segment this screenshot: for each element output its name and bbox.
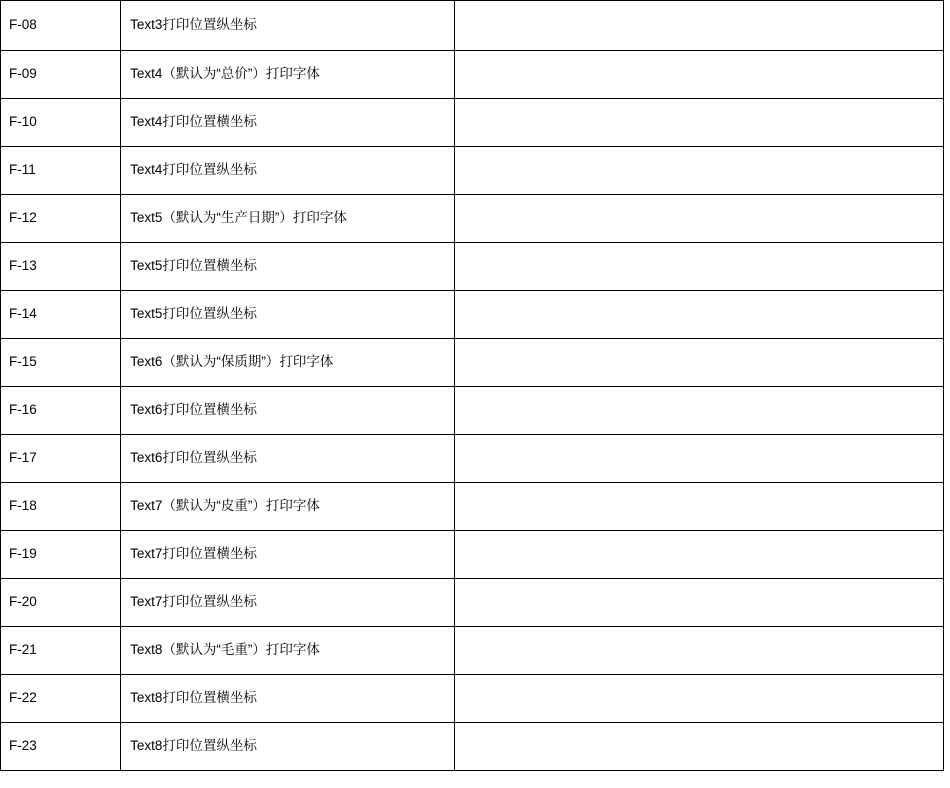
table-row bbox=[1, 195, 944, 243]
table-cell-value bbox=[455, 147, 944, 195]
row-value bbox=[455, 742, 943, 752]
row-value bbox=[455, 598, 943, 608]
table-cell-description bbox=[121, 483, 455, 531]
row-description: Text7打印位置纵坐标 bbox=[130, 594, 257, 610]
row-description: Text5打印位置横坐标 bbox=[130, 258, 257, 274]
table-row bbox=[1, 675, 944, 723]
row-description: Text8（默认为“毛重”）打印字体 bbox=[130, 642, 320, 658]
table-cell-code bbox=[1, 435, 121, 483]
table-cell-description bbox=[121, 51, 455, 99]
table-row bbox=[1, 99, 944, 147]
table-row bbox=[1, 147, 944, 195]
row-description: Text5打印位置纵坐标 bbox=[130, 306, 257, 322]
row-description: Text6打印位置纵坐标 bbox=[130, 450, 257, 466]
table-row bbox=[1, 579, 944, 627]
table-cell-value bbox=[455, 1, 944, 51]
row-value bbox=[455, 262, 943, 272]
table-row bbox=[1, 483, 944, 531]
row-code: F-23 bbox=[9, 738, 37, 754]
row-code: F-13 bbox=[9, 258, 37, 274]
row-code: F-08 bbox=[9, 17, 37, 33]
table-body bbox=[1, 1, 944, 771]
table-cell-code bbox=[1, 675, 121, 723]
table-cell-code bbox=[1, 195, 121, 243]
table-cell-value bbox=[455, 51, 944, 99]
table-cell-code bbox=[1, 531, 121, 579]
table-cell-code bbox=[1, 291, 121, 339]
row-code: F-11 bbox=[9, 162, 36, 178]
table-cell-description bbox=[121, 243, 455, 291]
row-code: F-14 bbox=[9, 306, 37, 322]
row-value bbox=[455, 166, 943, 176]
table-cell-code bbox=[1, 387, 121, 435]
row-code: F-17 bbox=[9, 450, 37, 466]
row-description: Text4打印位置纵坐标 bbox=[130, 162, 257, 178]
table-cell-value bbox=[455, 291, 944, 339]
table-cell-code bbox=[1, 483, 121, 531]
row-description: Text3打印位置纵坐标 bbox=[130, 17, 257, 33]
table-cell-value bbox=[455, 387, 944, 435]
table-cell-description bbox=[121, 435, 455, 483]
table-cell-code bbox=[1, 627, 121, 675]
table-cell-description bbox=[121, 195, 455, 243]
table-cell-description bbox=[121, 675, 455, 723]
table-cell-description bbox=[121, 291, 455, 339]
row-value bbox=[455, 454, 943, 464]
table-row bbox=[1, 387, 944, 435]
table-cell-value bbox=[455, 483, 944, 531]
table-cell-value bbox=[455, 435, 944, 483]
table-cell-description bbox=[121, 723, 455, 771]
table-cell-description bbox=[121, 387, 455, 435]
row-description: Text8打印位置横坐标 bbox=[130, 690, 257, 706]
row-code: F-20 bbox=[9, 594, 37, 610]
row-value bbox=[455, 21, 943, 31]
row-code: F-21 bbox=[9, 642, 37, 658]
table-cell-description bbox=[121, 99, 455, 147]
row-code: F-12 bbox=[9, 210, 37, 226]
table-row bbox=[1, 723, 944, 771]
row-description: Text6（默认为“保质期”）打印字体 bbox=[130, 354, 334, 370]
table-cell-code bbox=[1, 339, 121, 387]
table-cell-code bbox=[1, 99, 121, 147]
table-cell-code bbox=[1, 579, 121, 627]
table-row bbox=[1, 627, 944, 675]
row-value bbox=[455, 310, 943, 320]
row-value bbox=[455, 118, 943, 128]
table-cell-code bbox=[1, 51, 121, 99]
table-cell-description bbox=[121, 579, 455, 627]
table-cell-description bbox=[121, 147, 455, 195]
table-cell-description bbox=[121, 531, 455, 579]
row-code: F-10 bbox=[9, 114, 37, 130]
table-row bbox=[1, 531, 944, 579]
row-description: Text4打印位置横坐标 bbox=[130, 114, 257, 130]
table-cell-value bbox=[455, 627, 944, 675]
table-cell-code bbox=[1, 723, 121, 771]
table-cell-value bbox=[455, 99, 944, 147]
row-value bbox=[455, 358, 943, 368]
table-cell-code bbox=[1, 1, 121, 51]
row-value bbox=[455, 70, 943, 80]
row-description: Text8打印位置纵坐标 bbox=[130, 738, 257, 754]
table-cell-value bbox=[455, 723, 944, 771]
table-cell-value bbox=[455, 243, 944, 291]
row-value bbox=[455, 646, 943, 656]
row-value bbox=[455, 406, 943, 416]
table-row bbox=[1, 339, 944, 387]
row-description: Text7打印位置横坐标 bbox=[130, 546, 257, 562]
table-cell-value bbox=[455, 675, 944, 723]
table-cell-value bbox=[455, 579, 944, 627]
row-code: F-09 bbox=[9, 66, 37, 82]
row-value bbox=[455, 502, 943, 512]
table-row bbox=[1, 243, 944, 291]
row-description: Text6打印位置横坐标 bbox=[130, 402, 257, 418]
row-code: F-18 bbox=[9, 498, 37, 514]
row-value bbox=[455, 694, 943, 704]
row-code: F-15 bbox=[9, 354, 37, 370]
table-cell-value bbox=[455, 195, 944, 243]
table-cell-code bbox=[1, 147, 121, 195]
table-row bbox=[1, 51, 944, 99]
row-code: F-16 bbox=[9, 402, 37, 418]
table-row bbox=[1, 1, 944, 51]
table-cell-description bbox=[121, 339, 455, 387]
table-cell-value bbox=[455, 339, 944, 387]
table-cell-code bbox=[1, 243, 121, 291]
row-value bbox=[455, 550, 943, 560]
table-cell-description bbox=[121, 1, 455, 51]
row-description: Text5（默认为“生产日期”）打印字体 bbox=[130, 210, 347, 226]
table-row bbox=[1, 435, 944, 483]
row-description: Text4（默认为“总价”）打印字体 bbox=[130, 66, 320, 82]
row-description: Text7（默认为“皮重”）打印字体 bbox=[130, 498, 320, 514]
table-cell-value bbox=[455, 531, 944, 579]
table-row bbox=[1, 291, 944, 339]
row-code: F-19 bbox=[9, 546, 37, 562]
row-code: F-22 bbox=[9, 690, 37, 706]
table-cell-description bbox=[121, 627, 455, 675]
row-value bbox=[455, 214, 943, 224]
